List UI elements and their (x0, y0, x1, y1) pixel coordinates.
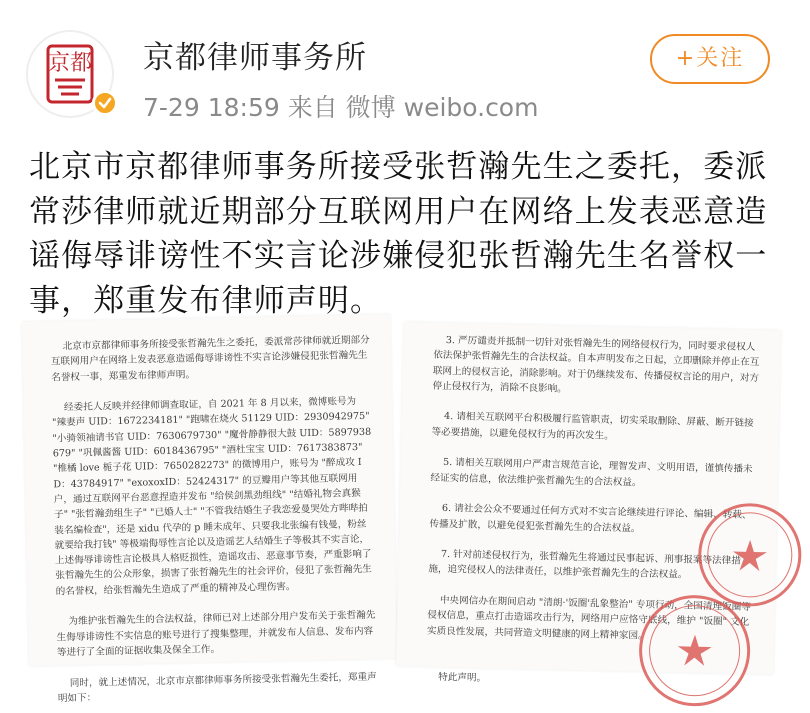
source-prefix: 来自 (287, 93, 338, 122)
follow-button[interactable]: +关注 (650, 34, 770, 84)
account-name[interactable]: 京都律师事务所 (143, 40, 367, 76)
post-header (0, 0, 797, 128)
post-date: 7-29 (143, 93, 200, 122)
post-time: 18:59 (207, 93, 280, 122)
statement-page-1[interactable] (22, 314, 397, 705)
statement-page-1-text: 北京市京都律师事务所接受张哲瀚先生之委托，委派常莎律师就近期部分互联网用户在网络上发表恶意造谣侮辱诽谤性不实言论涉嫌侵犯张哲瀚先生名誉权一事，郑重发布律师声明。 经委托人反映并经律师调查取证，自 2021 年 8 月以来，微博账号为 "辣妻声 UID：1672234181" "跑啸在烧火 51129 UID：2930942975" "小骑领袖请书官 UID：7630679730" "魔骨静静很大鼓 UID：5897938679" "巩佩酱酱 UID：6018436795" "酒杜宝宝 UID：7617383873" "椎橘 love 栀子花 UID：7650282273" 的微博用户，账号为 "醉成攻 ID：43784917" "exoxoxID：52424317" 的豆瓣用户等其他互联网用户，通过互联网平台恶意捏造并发布 "给侯剑黑劲组线" "结婚礼物会真猴子" "张哲瀚劲组生子" "已婚人士" "不管我结婚生子我恋爱曼哭处方哔哔拍装名编检查"，还是 xidu 代孕的 p 睡未成年、只要我北张编有钱曼，粉丝就要给我打钱" 等极端侮辱性言论以及造谣艺人结婚生子等极其不实言论，上述侮辱诽谤性言论极具人格贬损性，造谣攻击、恶意事节奏，严重影响了张哲瀚先生的公众形象，损害了张哲瀚先生的社会评价，侵犯了张哲瀚先生的名誉权，给张哲瀚先生造成了严重的精神及心理伤害。 为维护张哲瀚先生的合法权益，律师已对上述部分用户发布关于张哲瀚先生侮辱诽谤性不实信息的账号进行了搜集整理，并就发布人信息、发布内容等进行了全面的证据收集及保全工作。 同时，就上述情况，北京市京都律师事务所接受张哲瀚先生委托，郑重声明如下： (50, 334, 377, 705)
attached-images (0, 322, 797, 705)
official-seal-bottom-icon (633, 589, 756, 712)
post-meta (143, 88, 538, 124)
post-source[interactable]: 微博 weibo.com (345, 93, 539, 122)
statement-page-2[interactable] (396, 322, 781, 684)
statement-page-2-text: 3. 严厉谴责并抵制一切针对张哲瀚先生的网络侵权行为，同时要求侵权人依法保护张哲瀚先生的合法权益。自本声明发布之日起，立即删除并停止在互联网上的侵权言论，消除影响。对于仍继续发布、传播侵权言论的用户，对方停止侵权行为，消除不良影响。 4. 请相关互联网平台积极履行监管职责，切实采取删除、屏蔽、断开链接等必要措施，以避免侵权行为的再次发生。 5. 请相关互联网用户严肃言规范言论，理智发声、文明用语，谨慎传播未经证实的信息，依法维护张哲瀚先生的合法权益。 6. 请社会公众不要通过任何方式对不实言论继续进行评论、编辑、转载、传播及扩散，以避免侵犯张哲瀚先生的合法权益。 7. 针对前述侵权行为，张哲瀚先生将通过民事起诉、刑事报案等法律措施，追究侵权人的法律责任，以维护张哲瀚先生的合法权益。 中央网信办在期间启动 "清朗·'饭圈'乱象整治" 专项行动，全国清理饭圈等侵权信息，重点打击造谣攻击行为，网络用户应恪守底线，维护 "饭圈" 文化实质良性发展，共同营造文明健康的网上精神家园。 特此声明。 (425, 334, 760, 684)
verified-badge-icon (92, 90, 118, 116)
svg-text:京都: 京都 (47, 51, 93, 76)
post-text: 北京市京都律师事务所接受张哲瀚先生之委托，委派常莎律师就近期部分互联网用户在网络上发表恶意造谣侮辱诽谤性不实言论涉嫌侵犯张哲瀚先生名誉权一事，郑重发布律师声明。 (29, 149, 768, 319)
